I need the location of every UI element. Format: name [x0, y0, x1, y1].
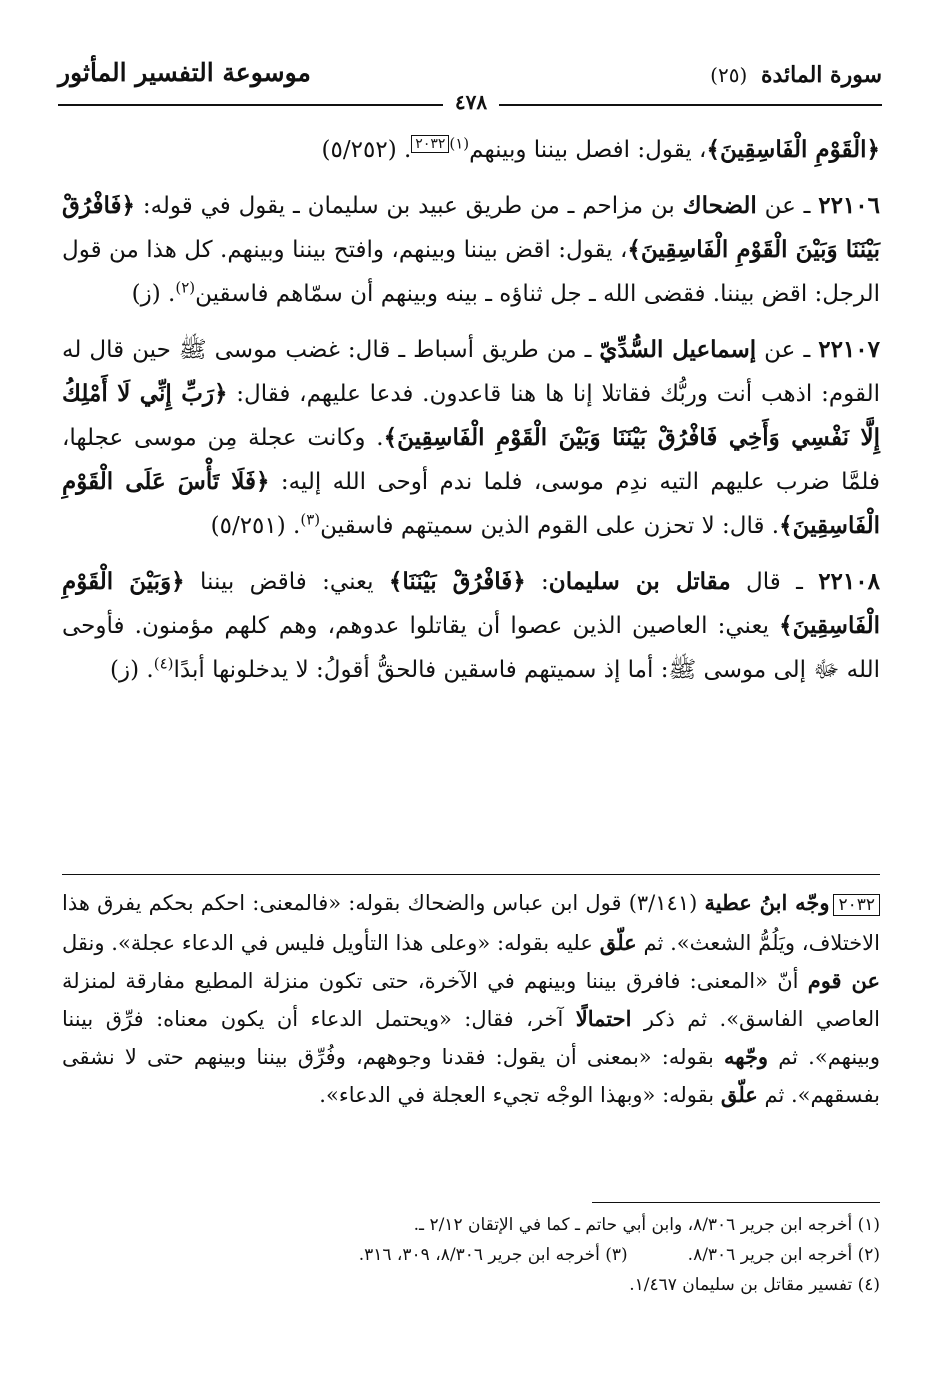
narrator-name: إسماعيل السُّدِّيّ: [599, 336, 757, 363]
paragraph-22107: [62, 328, 880, 548]
narration-number: ٢٢١٠٨: [818, 568, 880, 595]
text: . قال: لا تحزن على القوم الذين سميتهم فاسقين: [320, 513, 780, 539]
footnote-ref: (٣): [300, 510, 321, 529]
text: ـ عن: [756, 337, 819, 363]
narrator-name: مقاتل بن سليمان: [548, 568, 731, 595]
narration-number: ٢٢١٠٦: [818, 192, 880, 219]
footnote-ref: (٤): [153, 654, 174, 673]
footnote-ref: (٢): [175, 278, 196, 297]
quran-quote: ﴿فَلَا تَأْسَ عَلَى الْقَوْمِ الْفَاسِقِينَ﴾: [62, 468, 880, 539]
text: ، يقول: افصل بيننا وبينهم: [469, 137, 707, 163]
keyword: احتمالًا: [575, 1006, 632, 1031]
source-ref: . (ز): [131, 281, 176, 307]
quran-quote: ﴿فَافْرُقْ بَيْنَنَا وَبَيْنَ الْقَوْمِ الْفَاسِقِينَ﴾: [62, 192, 880, 263]
footnote-1: (١) أخرجه ابن جرير ٨/٣٠٦، وابن أبي حاتم ـ كما في الإتقان ٢/١٢ ـ.: [413, 1215, 880, 1235]
quran-quote: ﴿فَافْرُقْ بَيْنَنَا﴾: [388, 568, 526, 595]
paragraph-0: [62, 128, 880, 172]
source-ref: . (٥/٢٥٢): [321, 137, 412, 163]
footnote-separator: [592, 1202, 880, 1203]
main-text: [62, 128, 880, 704]
text: بقوله: «بمعنى أن يقول: فقدنا وجوههم، وفُرِّق بيننا وبينهم حتى لا نشقى بفسقهم». ثم: [62, 1045, 880, 1107]
quran-quote: ﴿الْقَوْمِ الْفَاسِقِينَ﴾: [706, 136, 880, 163]
text: ، يقول: اقض بيننا وبينهم، وافتح بيننا وبينهم. كل هذا من قول الرجل: اقض بيننا. فقضى الله ـ جل ثناؤه ـ بينه وبينهم أن سمّاهم فاسقين: [62, 237, 880, 307]
text: ـ قال: [730, 569, 819, 595]
series-title: موسوعة التفسير المأثور: [58, 58, 311, 87]
text: . وكانت عجلة مِن موسى عجلها، فلمَّا ضرب عليهم التيه ندِم موسى، فلما ندم أوحى الله إليه:: [62, 425, 881, 495]
source-ref: . (ز): [110, 657, 154, 683]
commentary-lead: وجّه ابنُ عطية: [704, 890, 830, 915]
source-ref: . (٥/٢٥١): [210, 513, 301, 539]
keyword: علّق: [599, 930, 637, 955]
commentary-number: ٢٠٣٢: [833, 894, 880, 916]
paragraph-22106: [62, 184, 880, 316]
footnote-3: (٣) أخرجه ابن جرير ٨/٣٠٦، ٣٠٩، ٣١٦.: [358, 1245, 628, 1265]
narration-number: ٢٢١٠٧: [818, 336, 880, 363]
text: (٣/١٤١) قول ابن عباس والضحاك بقوله: «فالمعنى: احكم بحكم يفرق هذا الاختلاف، ويَلُمُّ الشعث». ثم: [62, 891, 880, 955]
text: عليه بقوله: «وعلى هذا التأويل فليس في الدعاء عجلة». ونقل: [62, 931, 600, 955]
text: ـ عن: [756, 193, 819, 219]
keyword: عن قوم: [807, 968, 880, 993]
keyword: وجّهه: [724, 1044, 769, 1069]
commentary-ref: ٢٠٣٢: [411, 135, 449, 153]
surah-header: [710, 62, 882, 88]
surah-title: سورة المائدة: [760, 62, 882, 88]
page-number: ٤٧٨: [443, 90, 499, 114]
footnote-4: (٤) تفسير مقاتل بن سليمان ١/٤٦٧.: [629, 1275, 880, 1295]
text: :: [525, 569, 549, 595]
text: يعني: العاصين الذين عصوا أن يقاتلوا عدوهم، وهم كلهم مؤمنون. فأوحى الله ﷻ إلى موسى ﷺ: أما إذ سميتهم فاسقين فالحقُّ أقولُ: لا يدخلونها أبدًا: [62, 613, 880, 683]
text: بن مزاحم ـ من طريق عبيد بن سليمان ـ يقول في قوله:: [135, 193, 683, 219]
surah-number: (٢٥): [710, 63, 748, 87]
text: يعني: فاقض بيننا: [184, 569, 389, 595]
text: بقوله: «وبهذا الوجْه تجيء العجلة في الدعاء».: [319, 1083, 721, 1107]
keyword: علّق: [720, 1082, 758, 1107]
footnote-row: [62, 1240, 880, 1270]
narrator-name: الضحاك: [682, 192, 757, 219]
text: آخر، فقال: «ويحتمل الدعاء أن يكون معناه: فرِّق بيننا وبينهم». ثم: [62, 1007, 881, 1069]
footnotes: [62, 1210, 880, 1300]
text: أنّ «المعنى: فافرق بيننا وبينهم في الآخرة، حتى تكون منزلة المطيع مفارقة لمنزلة العاصي الفاسق». ثم ذكر: [62, 969, 880, 1031]
page-number-wrap: [0, 90, 942, 114]
commentary-note: [62, 884, 880, 1114]
text: ـ من طريق أسباط ـ قال: غضب موسى ﷺ حين قال له القوم: اذهب أنت وربُّك فقاتلا إنا ها هنا قاعدون. فدعا عليهم، فقال:: [62, 337, 881, 407]
footnote-2: (٢) أخرجه ابن جرير ٨/٣٠٦.: [687, 1245, 880, 1265]
commentary-separator: [62, 874, 880, 875]
footnote-ref: (١): [449, 134, 470, 153]
quran-quote: ﴿وَبَيْنَ الْقَوْمِ الْفَاسِقِينَ﴾: [62, 568, 880, 639]
paragraph-22108: [62, 560, 880, 692]
quran-quote: ﴿رَبِّ إِنِّي لَا أَمْلِكُ إِلَّا نَفْسِي وَأَخِي فَافْرُقْ بَيْنَنَا وَبَيْنَ الْقَوْمِ الْفَاسِقِينَ﴾: [62, 380, 880, 451]
